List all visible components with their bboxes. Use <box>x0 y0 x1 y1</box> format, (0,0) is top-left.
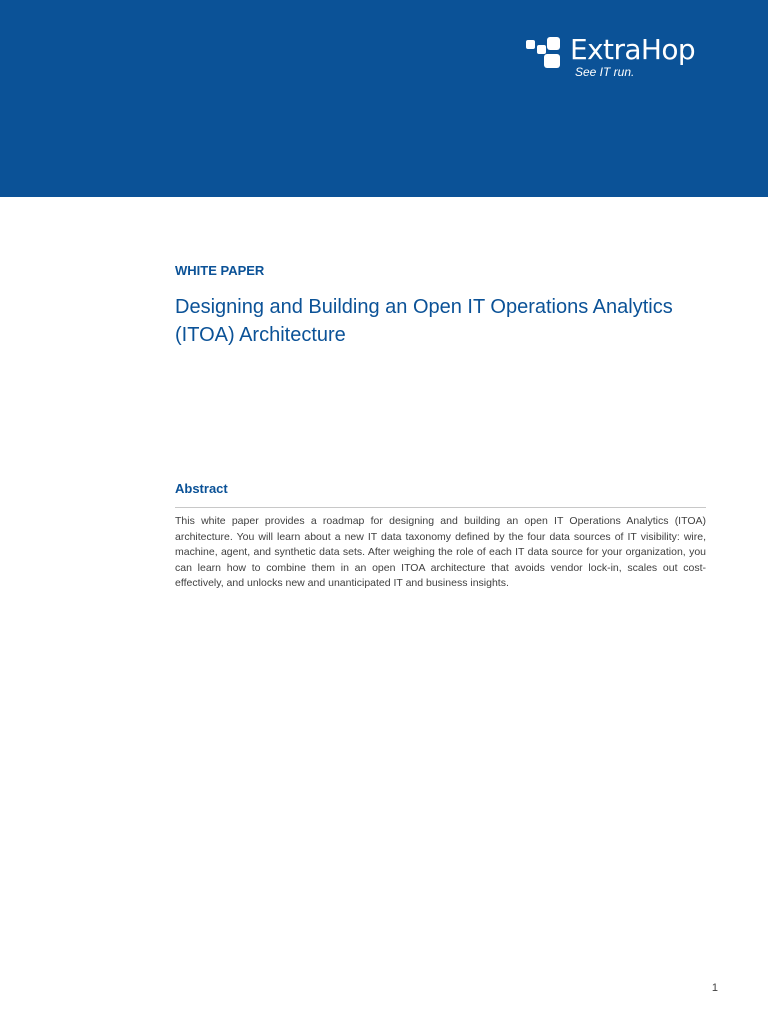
logo-wordmark: ExtraHop <box>570 33 696 66</box>
extrahop-logo <box>526 34 716 84</box>
extrahop-logo-mark-icon <box>526 36 570 70</box>
page-number: 1 <box>711 982 718 994</box>
document-title: Designing and Building an Open IT Operations Analytics (ITOA) Architecture <box>175 296 673 346</box>
abstract-body: This white paper provides a roadmap for designing and building an open IT Operations Analytics (ITOA) architecture. You will learn about a new IT data taxonomy defined by the four data sources of IT visibility: wire, machine, agent, and synthetic data sets. After weighing the role of each IT data source for your organization, you can learn how to combine them in an open ITOA architecture that avoids vendor lock-in, scales out cost-effectively, and unlocks new and unanticipated IT and business insights. <box>175 515 706 590</box>
logo-tagline: See IT run. <box>575 65 635 79</box>
abstract-heading: Abstract <box>175 481 228 496</box>
abstract-divider <box>175 507 706 508</box>
header-band <box>0 0 768 197</box>
document-type-label: WHITE PAPER <box>175 263 265 278</box>
